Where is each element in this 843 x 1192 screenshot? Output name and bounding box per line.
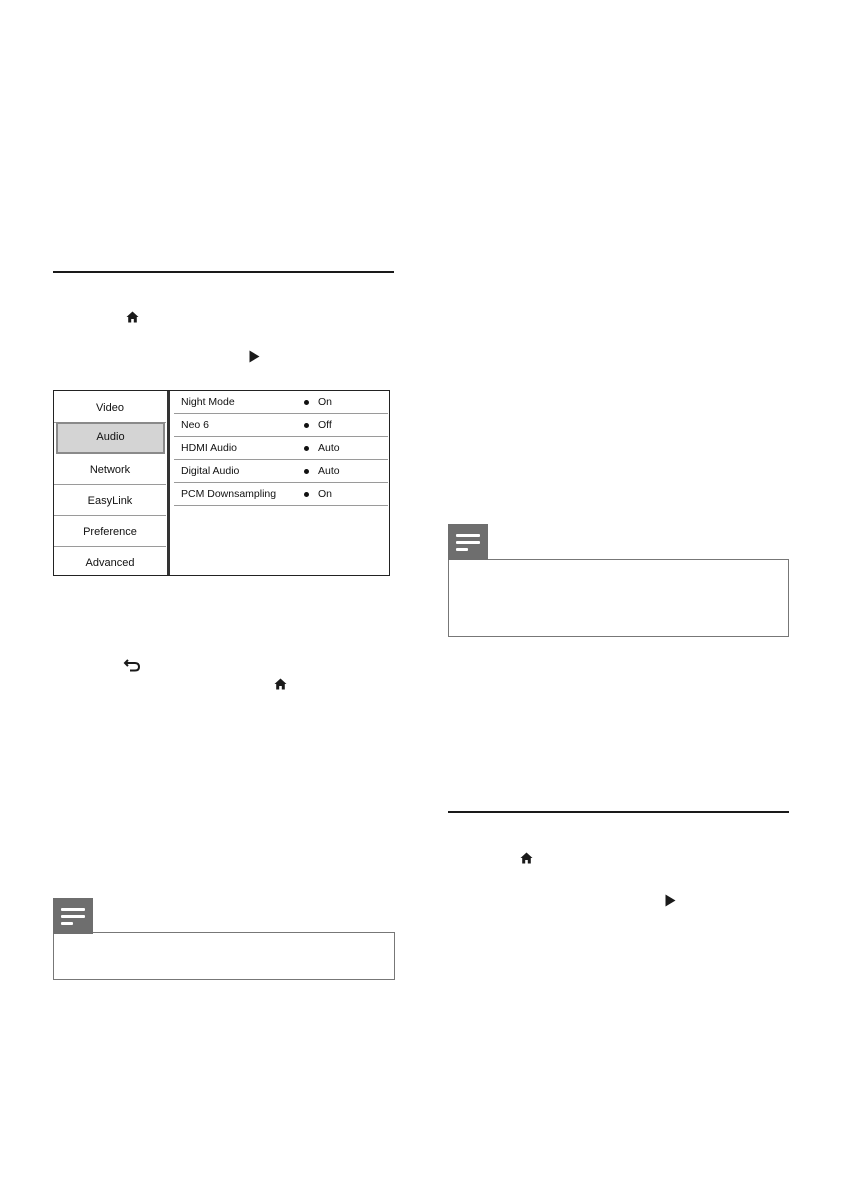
bullet-icon: [304, 469, 309, 474]
option-pcm-downsampling[interactable]: [174, 483, 388, 506]
bullet-icon: [304, 446, 309, 451]
note-box-right: [448, 559, 789, 637]
bullet-icon: [304, 492, 309, 497]
option-label: Digital Audio: [181, 465, 240, 477]
note-box-left: [53, 932, 395, 980]
option-hdmi-audio[interactable]: [174, 437, 388, 460]
bullet-icon: [304, 423, 309, 428]
home-icon: [520, 852, 533, 864]
back-icon: [123, 658, 141, 672]
menu-category-list: [54, 391, 170, 575]
audio-settings-menu: [53, 390, 390, 576]
option-digital-audio[interactable]: [174, 460, 388, 483]
option-label: PCM Downsampling: [181, 488, 277, 500]
bullet-icon: [304, 400, 309, 405]
menu-item-easylink[interactable]: EasyLink: [54, 486, 166, 516]
option-night-mode[interactable]: [174, 391, 388, 414]
option-label: Night Mode: [181, 396, 235, 408]
note-icon: [448, 524, 488, 560]
option-value: On: [318, 488, 333, 500]
menu-item-preference[interactable]: Preference: [54, 517, 166, 547]
option-value: Off: [318, 419, 332, 431]
option-value: Auto: [318, 465, 340, 477]
menu-item-video[interactable]: Video: [54, 393, 166, 423]
menu-item-advanced[interactable]: Advanced: [85, 557, 135, 569]
home-icon: [274, 678, 287, 690]
option-value: On: [318, 396, 333, 408]
play-icon: [665, 894, 676, 907]
home-icon: [126, 311, 139, 323]
option-label: Neo 6: [181, 419, 210, 431]
section-divider-right: [448, 811, 789, 813]
section-divider-left: [53, 271, 394, 273]
menu-item-audio[interactable]: Audio: [56, 422, 165, 454]
menu-item-network[interactable]: Network: [54, 455, 166, 485]
note-icon: [53, 898, 93, 934]
option-value: Auto: [318, 442, 340, 454]
option-label: HDMI Audio: [181, 442, 238, 454]
play-icon: [249, 350, 260, 363]
option-neo-6[interactable]: [174, 414, 388, 437]
